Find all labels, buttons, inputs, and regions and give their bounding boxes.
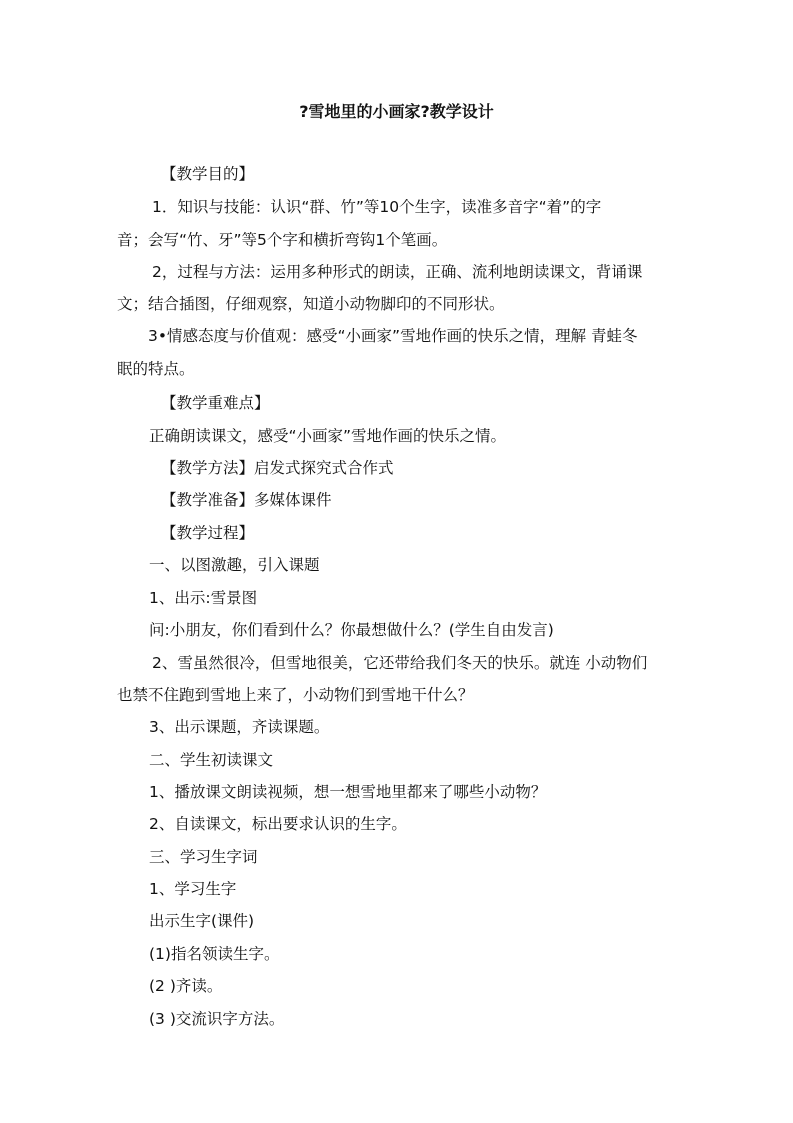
paragraph-line: (3 )交流识字方法。 — [149, 1010, 285, 1028]
paragraph-line: (2 )齐读。 — [149, 977, 223, 995]
paragraph-line: 一、以图激趣，引入课题 — [149, 556, 320, 574]
paragraph-line: 1、学习生字 — [149, 880, 237, 898]
paragraph-line: 文；结合插图，仔细观察，知道小动物脚印的不同形状。 — [117, 295, 505, 313]
document-title: ?雪地里的小画家?教学设计 — [299, 102, 494, 121]
paragraph-line: 2、雪虽然很冷，但雪地很美，它还带给我们冬天的快乐。就连 小动物们 — [152, 654, 648, 672]
paragraph-line: 眠的特点。 — [117, 360, 195, 378]
paragraph-line: 1．知识与技能：认识“群、竹”等10个生字，读准多音字“着”的字 — [152, 198, 602, 216]
paragraph-line: (1)指名领读生字。 — [149, 945, 280, 963]
paragraph-line: 二、学生初读课文 — [149, 751, 274, 769]
section-heading-key-points: 【教学重难点】 — [161, 394, 270, 412]
paragraph-line: 3•情感态度与价值观：感受“小画家”雪地作画的快乐之情，理解 青蛙冬 — [148, 327, 638, 345]
paragraph-line: 正确朗读课文，感受“小画家”雪地作画的快乐之情。 — [149, 427, 507, 445]
section-heading-objectives: 【教学目的】 — [161, 165, 255, 183]
paragraph-line: 3、出示课题，齐读课题。 — [149, 718, 330, 736]
paragraph-line: 也禁不住跑到雪地上来了，小动物们到雪地干什么？ — [117, 686, 474, 704]
paragraph-line: 2，过程与方法：运用多种形式的朗读，正确、流利地朗读课文，背诵课 — [152, 263, 643, 281]
paragraph-line: 1、播放课文朗读视频，想一想雪地里都来了哪些小动物？ — [149, 783, 547, 801]
section-heading-process: 【教学过程】 — [161, 524, 255, 542]
section-heading-methods: 【教学方法】启发式探究式合作式 — [161, 459, 394, 477]
paragraph-line: 音；会写“竹、牙”等5个字和横折弯钩1个笔画。 — [117, 231, 448, 249]
section-heading-preparation: 【教学准备】多媒体课件 — [161, 491, 332, 509]
paragraph-line: 出示生字(课件) — [149, 912, 255, 930]
paragraph-line: 问:小朋友，你们看到什么？你最想做什么？(学生自由发言) — [149, 621, 554, 639]
paragraph-line: 2、自读课文，标出要求认识的生字。 — [149, 815, 407, 833]
paragraph-line: 1、出示:雪景图 — [149, 589, 258, 607]
paragraph-line: 三、学习生字词 — [149, 848, 258, 866]
